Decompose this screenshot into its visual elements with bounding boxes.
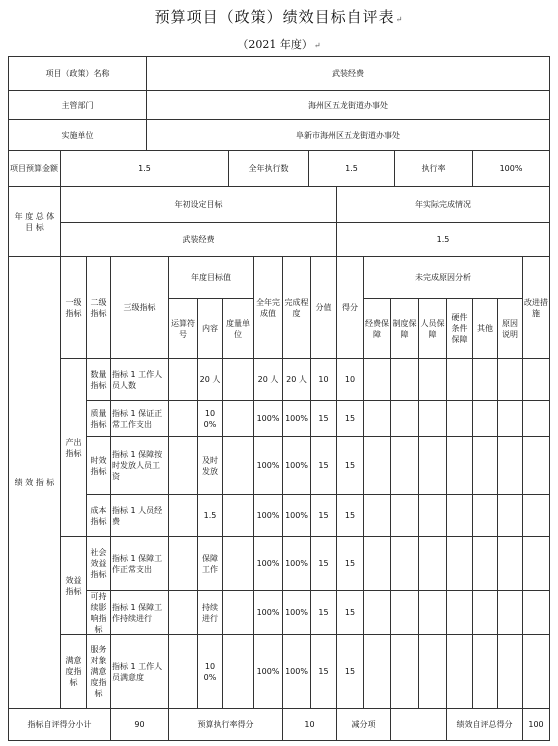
row-sym-cell: [168, 358, 198, 401]
row-sym-cell: [168, 634, 198, 709]
header-reason-5: [472, 298, 498, 359]
reason-empty-cell: [446, 590, 473, 635]
row-score-cell: [336, 358, 364, 401]
level3-cell-text: 指标 1 工作人员满意度: [112, 661, 163, 682]
header-level1-text: 一级指标: [65, 297, 82, 318]
reason-empty-cell: [363, 436, 391, 495]
level1-output-text: 产出指标: [65, 437, 82, 458]
reason-empty-cell: [363, 400, 391, 437]
header-reason-3: [418, 298, 447, 359]
dept-value-text: 海州区五龙街道办事处: [308, 100, 388, 110]
row-full-cell-text: 100%: [256, 608, 280, 617]
budget-value-text: 1.5: [138, 164, 151, 173]
level3-cell: [110, 436, 169, 495]
total-value: [522, 708, 550, 741]
reason-empty-cell: [497, 436, 523, 495]
header-score-text: 得分: [342, 303, 358, 312]
page-subtitle: （2021 年度）↵: [237, 38, 321, 51]
row-full-cell-text: 100%: [256, 511, 280, 520]
header-score: [336, 256, 364, 359]
impl-unit-label: [8, 119, 147, 151]
level1-satisfaction-text: 满意度指标: [65, 656, 82, 687]
row-content-cell: [197, 590, 223, 635]
row-fs-cell-text: 15: [318, 667, 329, 676]
row-score-cell: [336, 536, 364, 591]
reason-empty-cell: [497, 634, 523, 709]
reason-empty-cell: [390, 634, 419, 709]
level3-cell-text: 指标 1 保证正常工作支出: [112, 408, 163, 429]
header-unit-text: 度量单位: [226, 318, 250, 339]
row-score-cell-text: 15: [344, 667, 356, 676]
row-full-cell: [253, 536, 283, 591]
row-content-cell-text: 持续进行: [202, 602, 218, 623]
reason-empty-cell: [497, 590, 523, 635]
impl-unit-value-text: 阜新市海州区五龙街道办事处: [296, 130, 400, 140]
header-unit: [222, 298, 254, 359]
row-score-cell: [336, 400, 364, 437]
row-sym-cell: [168, 494, 198, 537]
row-score-cell-text: 15: [344, 511, 356, 520]
reason-empty-cell: [472, 358, 498, 401]
header-operator-text: 运算符号: [171, 318, 195, 339]
reason-empty-cell: [446, 400, 473, 437]
header-reasons: [363, 256, 523, 299]
row-content-cell: [197, 634, 223, 709]
row-full-cell: [253, 358, 283, 401]
reason-empty-cell: [522, 590, 550, 635]
row-score-cell-text: 15: [344, 461, 356, 470]
header-content: [197, 298, 223, 359]
rate-label-text: 执行率: [421, 164, 446, 173]
row-fs-cell-text: 15: [318, 461, 329, 470]
header-level3-text: 三级指标: [123, 303, 156, 312]
actual-goal-value: [336, 222, 550, 257]
row-full-cell: [253, 634, 283, 709]
subtotal-value: [110, 708, 169, 741]
row-sym-cell: [168, 400, 198, 437]
reason-empty-cell: [522, 358, 550, 401]
reason-empty-cell: [390, 536, 419, 591]
level2-cell: [86, 358, 111, 401]
header-reason-2-text: 制度保障: [392, 318, 417, 339]
level3-cell: [110, 358, 169, 401]
row-full-cell-text: 100%: [256, 667, 280, 676]
dept-label-text: 主管部门: [61, 100, 94, 110]
exec-value-text: 1.5: [345, 164, 358, 173]
plan-goal-header-text: 年初设定目标: [174, 200, 223, 209]
row-content-cell-text: 保障工作: [202, 553, 218, 574]
reason-empty-cell: [390, 590, 419, 635]
reason-empty-cell: [418, 436, 447, 495]
row-degree-cell: [282, 436, 311, 495]
row-unit-cell: [222, 536, 254, 591]
level2-cell: [86, 536, 111, 591]
page-title: 预算项目（政策）绩效目标自评表↵: [154, 8, 404, 26]
level2-cell-text: 时效指标: [90, 455, 107, 476]
level2-cell-text: 可持续影响指标: [90, 591, 107, 634]
reason-empty-cell: [418, 634, 447, 709]
row-fs-cell: [310, 358, 337, 401]
header-fullyear-text: 全年完成值: [256, 297, 280, 318]
budget-value: [60, 150, 229, 187]
row-full-cell: [253, 590, 283, 635]
row-sym-cell: [168, 436, 198, 495]
row-degree-cell-text: 100%: [285, 608, 308, 617]
reason-empty-cell: [522, 634, 550, 709]
reason-empty-cell: [363, 536, 391, 591]
level1-effect-text: 效益指标: [65, 575, 82, 596]
row-score-cell-text: 15: [344, 608, 356, 617]
subtotal-value-text: 90: [134, 720, 145, 729]
row-sym-cell: [168, 536, 198, 591]
row-score-cell-text: 10: [344, 375, 356, 384]
row-fs-cell-text: 15: [318, 559, 329, 568]
level2-cell-text: 数量指标: [90, 369, 107, 390]
header-content-text: 内容: [202, 324, 218, 333]
dept-label: [8, 90, 147, 120]
reason-empty-cell: [472, 436, 498, 495]
row-fs-cell: [310, 536, 337, 591]
total-label: [446, 708, 523, 741]
rate-value: [472, 150, 550, 187]
header-level2-text: 二级指标: [90, 297, 107, 318]
budget-score-value: [282, 708, 337, 741]
annual-goal-label: [8, 186, 61, 257]
impl-unit-value: [146, 119, 550, 151]
row-content-cell: [197, 494, 223, 537]
reason-empty-cell: [446, 436, 473, 495]
budget-score-label: [168, 708, 283, 741]
plan-goal-header: [60, 186, 337, 223]
header-reason-1-text: 经费保障: [365, 318, 389, 339]
project-name-label: [8, 56, 147, 91]
level3-cell-text: 指标 1 人员经费: [112, 505, 163, 526]
level1-satisfaction: [60, 634, 87, 709]
header-annual-target-text: 年度目标值: [191, 273, 231, 282]
level3-cell: [110, 400, 169, 437]
actual-goal-value-text: 1.5: [436, 235, 450, 244]
row-content-cell: [197, 358, 223, 401]
reason-empty-cell: [472, 590, 498, 635]
row-content-cell: [197, 436, 223, 495]
reason-empty-cell: [418, 536, 447, 591]
level3-cell-text: 指标 1 保障工作持续进行: [112, 602, 163, 623]
row-unit-cell: [222, 590, 254, 635]
level2-cell: [86, 494, 111, 537]
row-unit-cell: [222, 436, 254, 495]
row-degree-cell-text: 100%: [285, 667, 308, 676]
row-degree-cell-text: 100%: [285, 559, 308, 568]
level3-cell-text: 指标 1 保障按时发放人员工资: [112, 450, 163, 481]
row-content-cell-text: 1.5: [203, 511, 217, 520]
project-name-value: [146, 56, 550, 91]
row-sym-cell: [168, 590, 198, 635]
row-unit-cell: [222, 400, 254, 437]
row-full-cell: [253, 494, 283, 537]
row-score-cell-text: 15: [344, 559, 356, 568]
plan-goal-value: [60, 222, 337, 257]
plan-goal-value-text: 武装经费: [182, 235, 215, 244]
header-degree: [282, 256, 311, 359]
row-full-cell-text: 100%: [256, 461, 280, 470]
header-reason-3-text: 人员保障: [420, 318, 445, 339]
row-content-cell-text: 及时发放: [202, 455, 218, 476]
header-degree-text: 完成程度: [284, 297, 309, 318]
exec-label-text: 全年执行数: [248, 164, 289, 173]
row-fs-cell: [310, 436, 337, 495]
reason-empty-cell: [472, 536, 498, 591]
impl-unit-label-text: 实施单位: [61, 130, 94, 140]
reason-empty-cell: [522, 400, 550, 437]
row-fs-cell: [310, 590, 337, 635]
row-degree-cell-text: 20 人: [286, 375, 307, 384]
header-reason-4: [446, 298, 473, 359]
reason-empty-cell: [497, 400, 523, 437]
row-content-cell-text: 100%: [203, 661, 217, 682]
level3-cell: [110, 590, 169, 635]
row-full-cell-text: 100%: [256, 414, 280, 423]
row-full-cell-text: 100%: [256, 559, 280, 568]
row-fs-cell-text: 15: [318, 414, 329, 423]
exec-value: [308, 150, 395, 187]
reason-empty-cell: [497, 536, 523, 591]
row-degree-cell: [282, 400, 311, 437]
dept-value: [146, 90, 550, 120]
performance-section-label: [8, 256, 61, 709]
row-fs-cell: [310, 400, 337, 437]
total-value-text: 100: [528, 720, 544, 729]
performance-section-label-text: 绩 效 指 标: [14, 478, 55, 487]
reason-empty-cell: [418, 590, 447, 635]
project-name-label-text: 项目（政策）名称: [45, 69, 110, 78]
reason-empty-cell: [363, 358, 391, 401]
subtotal-label-text: 指标自评得分小计: [27, 720, 92, 729]
annual-goal-label-text: 年 度 总 体 目 标: [14, 211, 55, 232]
header-reasons-text: 未完成原因分析: [415, 273, 471, 282]
rate-label: [394, 150, 473, 187]
reason-empty-cell: [390, 358, 419, 401]
level3-cell: [110, 536, 169, 591]
header-level2: [86, 256, 111, 359]
exec-label: [228, 150, 309, 187]
level2-cell-text: 成本指标: [90, 505, 107, 526]
actual-goal-header-text: 年实际完成情况: [415, 200, 471, 209]
reason-empty-cell: [418, 358, 447, 401]
row-fs-cell: [310, 634, 337, 709]
row-degree-cell-text: 100%: [285, 461, 308, 470]
reason-empty-cell: [418, 400, 447, 437]
row-unit-cell: [222, 494, 254, 537]
header-reason-5-text: 其他: [477, 324, 493, 333]
header-reason-4-text: 硬件条件保障: [451, 313, 468, 344]
header-level1: [60, 256, 87, 359]
reason-empty-cell: [363, 634, 391, 709]
level2-cell-text: 社会效益指标: [90, 548, 107, 579]
level2-cell: [86, 436, 111, 495]
header-reason-2: [390, 298, 419, 359]
reason-empty-cell: [472, 634, 498, 709]
row-degree-cell: [282, 634, 311, 709]
row-content-cell: [197, 400, 223, 437]
row-score-cell: [336, 634, 364, 709]
level2-cell: [86, 400, 111, 437]
level2-cell: [86, 634, 111, 709]
rate-value-text: 100%: [499, 164, 523, 173]
header-improve-text: 改进措施: [524, 297, 548, 318]
row-fs-cell: [310, 494, 337, 537]
reason-empty-cell: [472, 494, 498, 537]
budget-label-text: 项目预算金额: [10, 164, 58, 173]
reason-empty-cell: [418, 494, 447, 537]
header-reason-1: [363, 298, 391, 359]
project-name-value-text: 武装经费: [332, 69, 364, 78]
row-full-cell-text: 20 人: [257, 375, 279, 384]
row-fs-cell-text: 15: [318, 511, 329, 520]
reason-empty-cell: [522, 536, 550, 591]
row-score-cell: [336, 590, 364, 635]
row-content-cell-text: 100%: [203, 408, 217, 429]
budget-score-value-text: 10: [304, 720, 315, 729]
deduct-value: [390, 708, 447, 741]
actual-goal-header: [336, 186, 550, 223]
reason-empty-cell: [497, 494, 523, 537]
header-reason-6-text: 原因说明: [502, 318, 518, 339]
row-degree-cell-text: 100%: [285, 511, 308, 520]
header-annual-target: [168, 256, 254, 299]
level3-cell-text: 指标 1 工作人员人数: [112, 369, 163, 390]
row-fs-cell-text: 15: [318, 608, 329, 617]
header-improve: [522, 256, 550, 359]
row-degree-cell-text: 100%: [285, 414, 308, 423]
row-content-cell: [197, 536, 223, 591]
row-degree-cell: [282, 358, 311, 401]
row-unit-cell: [222, 358, 254, 401]
reason-empty-cell: [446, 634, 473, 709]
header-reason-6: [497, 298, 523, 359]
reason-empty-cell: [472, 400, 498, 437]
reason-empty-cell: [497, 358, 523, 401]
level3-cell-text: 指标 1 保障工作正常支出: [112, 553, 163, 574]
row-unit-cell: [222, 634, 254, 709]
level1-effect: [60, 536, 87, 635]
row-content-cell-text: 20 人: [199, 375, 221, 384]
row-degree-cell: [282, 494, 311, 537]
reason-empty-cell: [446, 358, 473, 401]
deduct-label: [336, 708, 391, 741]
budget-label: [8, 150, 61, 187]
reason-empty-cell: [522, 494, 550, 537]
reason-empty-cell: [363, 494, 391, 537]
level3-cell: [110, 634, 169, 709]
header-full-score-text: 分值: [315, 303, 332, 312]
row-score-cell: [336, 494, 364, 537]
header-level3: [110, 256, 169, 359]
level2-cell-text: 质量指标: [90, 408, 107, 429]
reason-empty-cell: [390, 436, 419, 495]
subtotal-label: [8, 708, 111, 741]
level3-cell: [110, 494, 169, 537]
level1-output: [60, 358, 87, 537]
row-degree-cell: [282, 590, 311, 635]
reason-empty-cell: [390, 400, 419, 437]
reason-empty-cell: [522, 436, 550, 495]
header-full-score: [310, 256, 337, 359]
row-fs-cell-text: 10: [318, 375, 329, 384]
reason-empty-cell: [446, 536, 473, 591]
reason-empty-cell: [446, 494, 473, 537]
level2-cell-text: 服务对象满意度指标: [90, 645, 107, 698]
reason-empty-cell: [363, 590, 391, 635]
row-score-cell-text: 15: [344, 414, 356, 423]
level2-cell: [86, 590, 111, 635]
total-label-text: 绩效自评总得分: [456, 720, 513, 729]
row-full-cell: [253, 436, 283, 495]
budget-score-label-text: 预算执行率得分: [197, 720, 254, 729]
row-degree-cell: [282, 536, 311, 591]
row-full-cell: [253, 400, 283, 437]
header-operator: [168, 298, 198, 359]
header-fullyear: [253, 256, 283, 359]
row-score-cell: [336, 436, 364, 495]
deduct-label-text: 减分项: [351, 720, 376, 729]
reason-empty-cell: [390, 494, 419, 537]
